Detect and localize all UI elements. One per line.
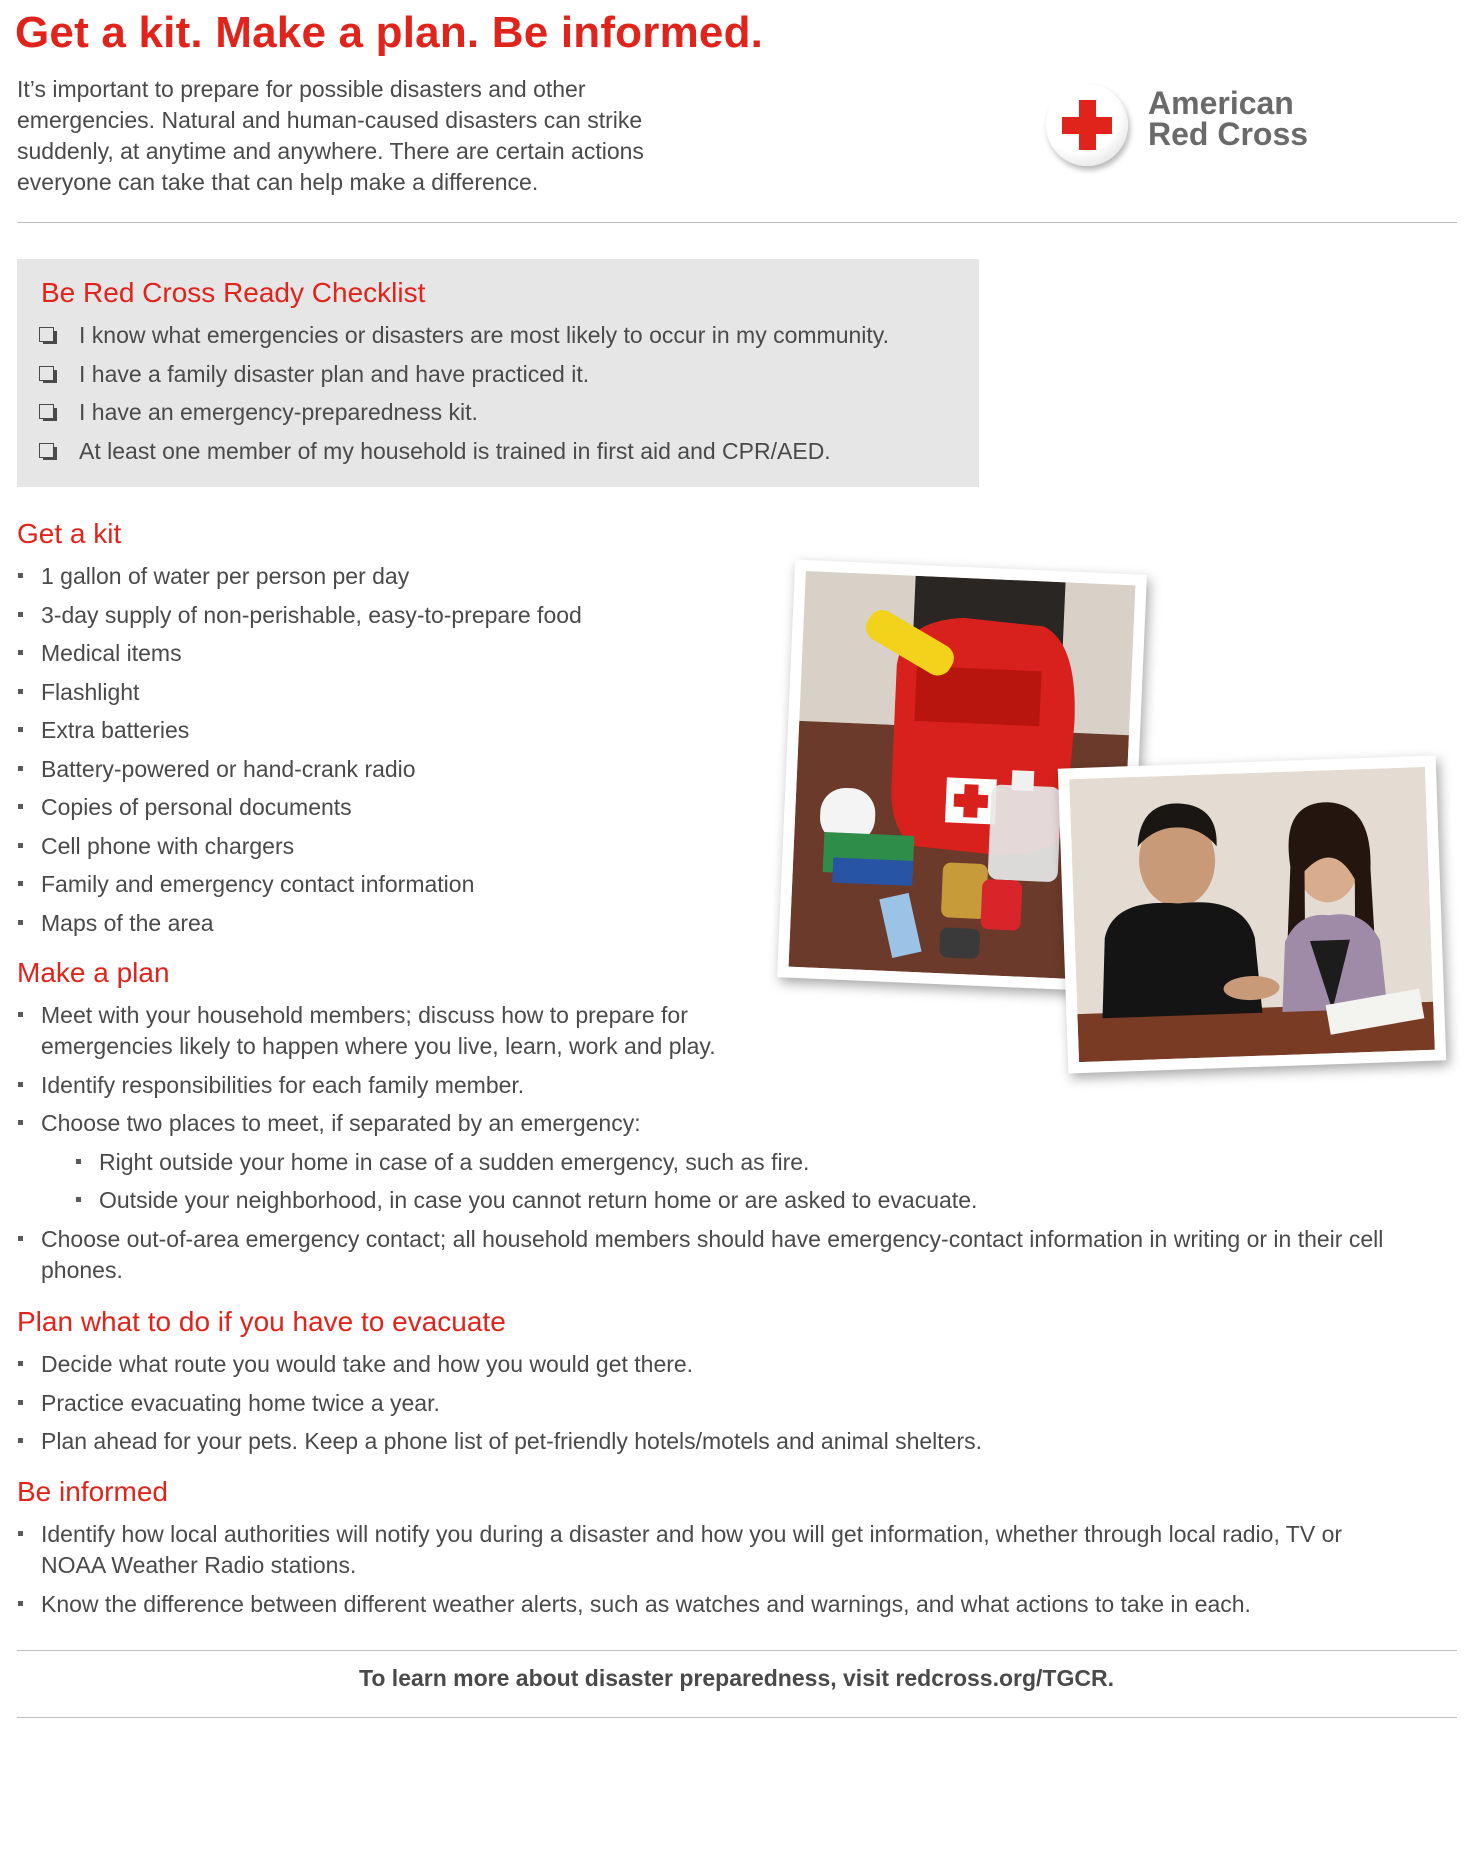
checklist-item[interactable]: At least one member of my household is trained in first aid and CPR/AED.: [37, 436, 889, 475]
evacuate-list: [17, 1349, 982, 1465]
list-item: Know the difference between different weather alerts, such as watches and warnings, and what actions to take in each.: [17, 1589, 1397, 1620]
section-title-make-a-plan: Make a plan: [17, 957, 170, 988]
logo-line-1: American: [1148, 85, 1294, 121]
checklist-item[interactable]: I have a family disaster plan and have practiced it.: [37, 359, 889, 398]
list-item: 1 gallon of water per person per day: [17, 561, 582, 600]
header-divider: [17, 222, 1457, 223]
list-item: Maps of the area: [17, 908, 582, 947]
list-item: Meet with your household members; discuss how to prepare for emergencies likely to happen where you live, learn, work and play.: [17, 1000, 762, 1062]
footer-divider-bottom: [17, 1717, 1457, 1718]
list-item: 3-day supply of non-perishable, easy-to-prepare food: [17, 600, 582, 639]
list-item: Flashlight: [17, 677, 582, 716]
list-item: Extra batteries: [17, 715, 582, 754]
list-item: Choose out-of-area emergency contact; all household members should have emergency-contact information in writing or in their cell phones.: [17, 1224, 1397, 1286]
sub-list-item: Right outside your home in case of a sudden emergency, such as fire.: [75, 1147, 1397, 1178]
logo-line-2: Red Cross: [1148, 116, 1309, 152]
list-item: Identify responsibilities for each family member.: [17, 1070, 1397, 1101]
list-item: Cell phone with chargers: [17, 831, 582, 870]
checkbox-icon[interactable]: [39, 327, 54, 342]
family-planning-photo: [1058, 755, 1446, 1073]
kit-list: [17, 561, 582, 946]
footer-divider-top: [17, 1650, 1457, 1651]
be-informed-list: [17, 1519, 1397, 1627]
list-item: Plan ahead for your pets. Keep a phone list of pet-friendly hotels/motels and animal shelters.: [17, 1426, 982, 1465]
checklist-list: [37, 320, 889, 474]
list-item: Copies of personal documents: [17, 792, 582, 831]
american-red-cross-logo: [1046, 80, 1336, 172]
sub-list-item: Outside your neighborhood, in case you cannot return home or are asked to evacuate.: [75, 1185, 1397, 1216]
section-title-get-a-kit: Get a kit: [17, 518, 122, 549]
page-title: Get a kit. Make a plan. Be informed.: [15, 8, 764, 57]
list-item: Family and emergency contact information: [17, 869, 582, 908]
checklist-title: Be Red Cross Ready Checklist: [41, 277, 426, 308]
checkbox-icon[interactable]: [39, 443, 54, 458]
intro-paragraph: It’s important to prepare for possible disasters and other emergencies. Natural and human-caused disasters can strike suddenly, at anytime and anywhere. There are certain actions everyone can take that can help make a difference.: [17, 76, 644, 195]
list-item: Practice evacuating home twice a year.: [17, 1388, 982, 1427]
footer-cta: To learn more about disaster preparedness, visit redcross.org/TGCR.: [359, 1665, 1114, 1691]
checklist-item[interactable]: I have an emergency-preparedness kit.: [37, 397, 889, 436]
list-item: Decide what route you would take and how you would get there.: [17, 1349, 982, 1388]
section-title-be-informed: Be informed: [17, 1476, 168, 1507]
list-item: Battery-powered or hand-crank radio: [17, 754, 582, 793]
red-cross-icon: [1046, 84, 1128, 166]
list-item: Identify how local authorities will notify you during a disaster and how you will get information, whether through local radio, TV or NOAA Weather Radio stations.: [17, 1519, 1397, 1581]
checkbox-icon[interactable]: [39, 366, 54, 381]
section-title-evacuate: Plan what to do if you have to evacuate: [17, 1306, 506, 1337]
logo-wordmark: [1148, 85, 1309, 152]
checklist-item[interactable]: I know what emergencies or disasters are most likely to occur in my community.: [37, 320, 889, 359]
list-item: Medical items: [17, 638, 582, 677]
ready-checklist-box: [17, 259, 979, 487]
list-item: Choose two places to meet, if separated by an emergency:: [17, 1108, 1397, 1139]
checkbox-icon[interactable]: [39, 404, 54, 419]
